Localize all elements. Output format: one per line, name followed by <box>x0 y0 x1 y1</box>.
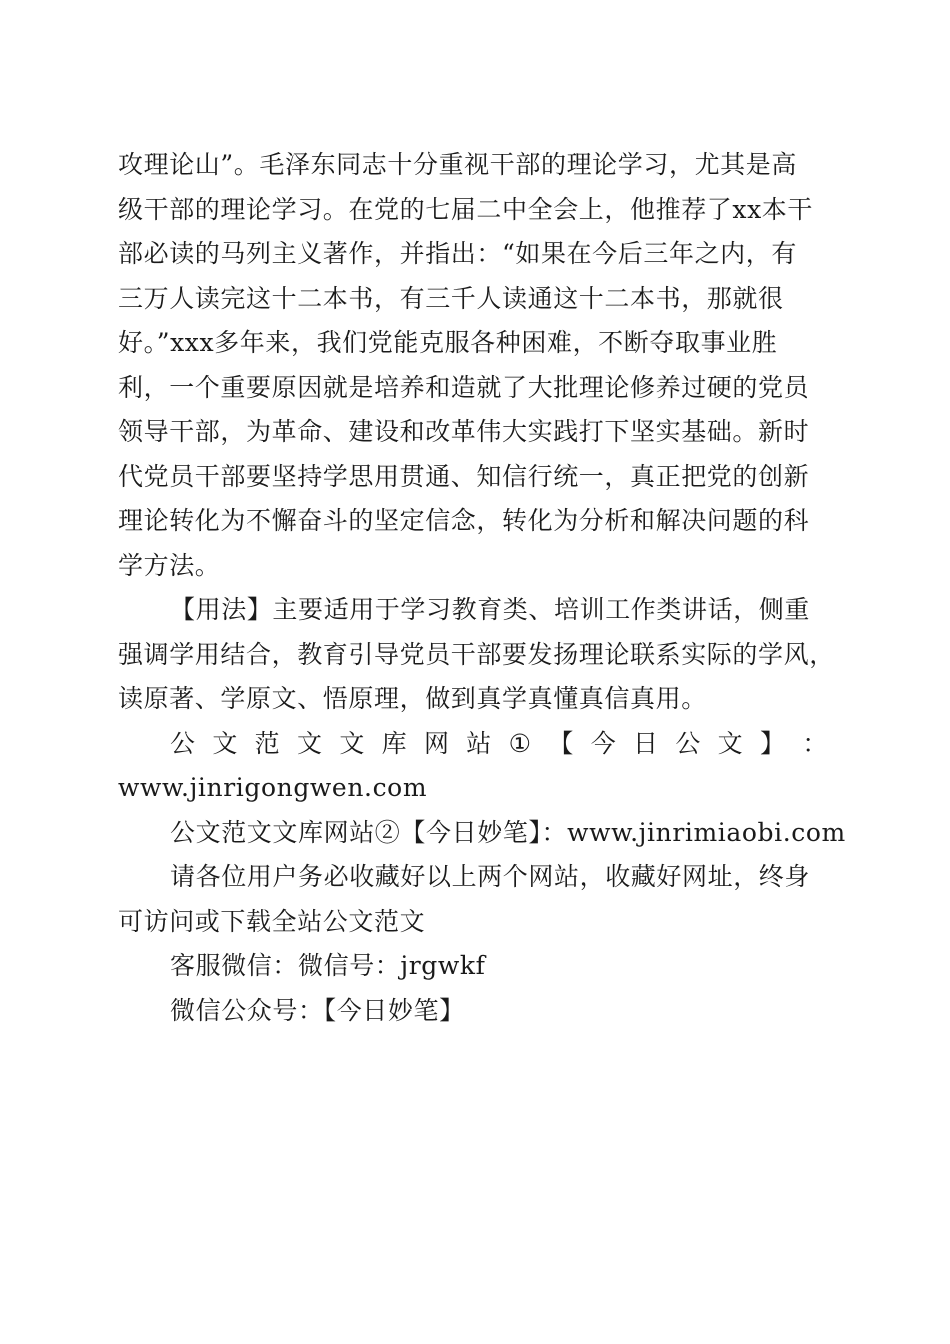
text-line: 好。”xxx多年来，我们党能克服各种困难，不断夺取事业胜 <box>118 328 778 357</box>
text-line: 部必读的马列主义著作，并指出：“如果在今后三年之内，有 <box>118 239 797 268</box>
text-line: 领导干部，为革命、建设和改革伟大实践打下坚实基础。新时 <box>118 417 810 446</box>
site-one-block <box>118 722 828 811</box>
paragraph-theory-study <box>118 143 828 588</box>
text-line: 三万人读完这十二本书，有三千人读通这十二本书，那就很 <box>118 283 784 313</box>
text-line: 学方法。 <box>118 550 221 580</box>
bookmark-notice <box>118 855 828 944</box>
text-line: 可访问或下载全站公文范文 <box>118 906 426 936</box>
wechat-service-line: 客服微信：微信号：jrgwkf <box>170 951 486 980</box>
paragraph-usage <box>118 588 835 722</box>
text-line: 代党员干部要坚持学思用贯通、知信行统一，真正把党的创新 <box>118 461 810 491</box>
text-line: 【用法】主要适用于学习教育类、培训工作类讲话，侧重 <box>170 595 811 624</box>
text-line: 利，一个重要原因就是培养和造就了大批理论修养过硬的党员 <box>118 372 810 402</box>
text-line: 强调学用结合，教育引导党员干部要发扬理论联系实际的学风， <box>118 639 835 669</box>
text-line: 请各位用户务必收藏好以上两个网站，收藏好网址，终身 <box>170 862 811 891</box>
site-two-line: 公文范文文库网站②【今日妙笔】：www.jinrimiaobi.com <box>170 817 846 847</box>
wechat-official-line: 微信公众号：【今日妙笔】 <box>170 995 465 1025</box>
text-line: 读原著、学原文、悟原理，做到真学真懂真信真用。 <box>118 684 707 713</box>
text-line: 攻理论山”。毛泽东同志十分重视干部的理论学习，尤其是高 <box>118 150 797 179</box>
text-line: 理论转化为不懈奋斗的坚定信念，转化为分析和解决问题的科 <box>118 506 810 535</box>
site-one-url: www.jinrigongwen.com <box>118 773 428 802</box>
site-one-label: 公 文 范 文 文 库 网 站 ① 【 今 日 公 文 】 ： <box>170 728 828 758</box>
document-body <box>118 143 846 1033</box>
text-line: 级干部的理论学习。在党的七届二中全会上，他推荐了xx本干 <box>118 194 814 224</box>
